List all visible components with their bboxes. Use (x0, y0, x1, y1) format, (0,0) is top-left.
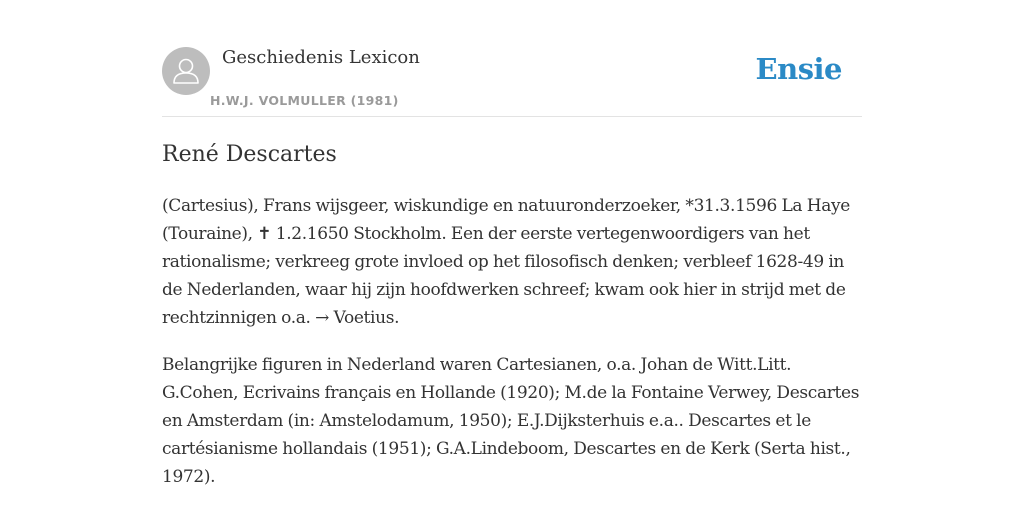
entry-paragraph: Belangrijke figuren in Nederland waren Cartesianen, o.a. Johan de Witt.Litt. G.Cohen, Ecrivains français en Hollande (1920); M.de la Fontaine Verwey, Descartes en Amsterdam (in: Amstelodamum, 1950); E.J.Dijksterhuis e.a.. Descartes et le cartésianisme hollandais (1951); G.A.Lindeboom, Descartes en de Kerk (Serta hist., 1972). (162, 355, 860, 487)
brand-logo[interactable]: Ensie (755, 52, 842, 86)
entry-body (162, 192, 862, 510)
user-icon[interactable] (162, 47, 210, 95)
author-byline[interactable]: H.W.J. VOLMULLER (1981) (210, 93, 399, 108)
book-title[interactable]: Geschiedenis Lexicon (222, 47, 420, 68)
entry-paragraph: (Cartesius), Frans wijsgeer, wiskundige en natuuronderzoeker, *31.3.1596 La Haye (Touraine), ✝ 1.2.1650 Stockholm. Een der eerste vertegenwoordigers van het rationalisme; verkreeg grote invloed op het filosofisch denken; verbleef 1628-49 in de Nederlanden, waar hij zijn hoofdwerken schreef; kwam ook hier in strijd met de rechtzinnigen o.a. → Voetius. (162, 196, 850, 328)
page-header (162, 46, 862, 117)
entry-title: René Descartes (162, 142, 337, 167)
